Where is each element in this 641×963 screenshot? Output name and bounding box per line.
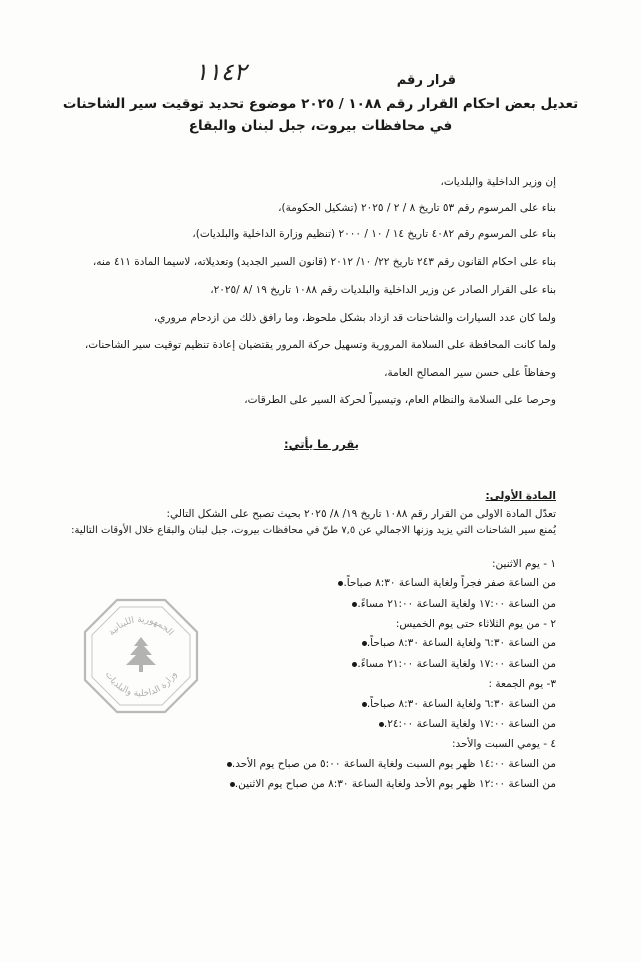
- title-line-2: في محافظات بيروت، جبل لبنان والبقاع: [188, 118, 453, 134]
- preamble-line: بناء على المرسوم رقم ٥٣ تاريخ ٨ / ٢ / ٢٠٢٥ (تشكيل الحكومة)،: [278, 202, 556, 214]
- schedule-time-item: من الساعة ١٧:٠٠ ولغاية الساعة ٢١:٠٠ مساءً.: [348, 657, 556, 671]
- schedule-time-item: من الساعة صفر فجراً ولغاية الساعة ٨:٣٠ صباحاً.: [334, 576, 556, 590]
- schedule-time-item: من الساعة ١٧:٠٠ ولغاية الساعة ٢١:٠٠ مساءً.: [348, 597, 556, 611]
- preamble-line: بناء على المرسوم رقم ٤٠٨٢ تاريخ ١٤ / ١٠ / ٢٠٠٠ (تنظيم وزارة الداخلية والبلديات)،: [192, 228, 556, 240]
- cedar-icon: [126, 637, 156, 672]
- seal-bottom-text: وزارة الداخلية والبلديات: [102, 669, 180, 700]
- schedule-day: ٢ - من يوم الثلاثاء حتى يوم الخميس:: [395, 618, 556, 630]
- schedule-time-item: من الساعة ١٢:٠٠ ظهر يوم الأحد ولغاية الساعة ٨:٣٠ من صباح يوم الاثنين.: [226, 777, 556, 791]
- preamble-line: ولما كان عدد السيارات والشاحنات قد ازداد بشكل ملحوظ، وما رافق ذلك من ازدحام مروري،: [153, 312, 556, 324]
- preamble-line: وحرصا على السلامة والنظام العام، وتيسيراً لحركة السير على الطرقات،: [244, 394, 556, 406]
- schedule-time-item: من الساعة ١٤:٠٠ ظهر يوم السبت ولغاية الساعة ٥:٠٠ من صباح يوم الأحد.: [223, 757, 556, 771]
- preamble-line: بناء على القرار الصادر عن وزير الداخلية والبلديات رقم ١٠٨٨ تاريخ ١٩ /٨ /٢٠٢٥،: [210, 284, 556, 296]
- schedule-day: ١ - يوم الاثنين:: [492, 558, 556, 570]
- seal-top-text: الجمهورية اللبنانية: [106, 614, 176, 638]
- decision-label: قرار رقم: [396, 73, 456, 88]
- article-text-line-2: يُمنع سير الشاحنات التي يزيد وزنها الاجمالي عن ٧,٥ طنّ في محافظات بيروت، جبل لبنان والبقاع خلال الأوقات التالية:: [71, 525, 556, 536]
- article-text-line-1: تعدّل المادة الاولى من القرار رقم ١٠٨٨ تاريخ ١٩/ ٨/ ٢٠٢٥ بحيث تصبح على الشكل التالي:: [166, 508, 556, 520]
- preamble-line: وحفاظاً على حسن سير المصالح العامة،: [384, 367, 556, 379]
- ministry-seal-stamp: [82, 597, 200, 715]
- article-heading: المادة الأولى:: [485, 490, 556, 502]
- preamble-line: إن وزير الداخلية والبلديات،: [440, 176, 556, 188]
- schedule-time-item: من الساعة ١٧:٠٠ ولغاية الساعة ٢٤:٠٠.: [375, 717, 556, 731]
- schedule-time-item: من الساعة ٦:٣٠ ولغاية الساعة ٨:٣٠ صباحاً.: [358, 697, 556, 711]
- decides-heading: يقرر ما يأتي:: [283, 437, 359, 451]
- preamble-line: ولما كانت المحافظة على السلامة المرورية وتسهيل حركة المرور يقتضيان إعادة تنظيم توقيت سير الشاحنات،: [84, 339, 556, 351]
- preamble-line: بناء على احكام القانون رقم ٢٤٣ تاريخ ٢٢/ ١٠/ ٢٠١٢ (قانون السير الجديد) وتعديلاته، لاسيما المادة ٤١١ منه،: [92, 256, 556, 268]
- title-line-1: تعديل بعض احكام القرار رقم ١٠٨٨ / ٢٠٢٥ موضوع تحديد توقيت سير الشاحنات: [62, 96, 579, 112]
- handwritten-decision-number: ١١٤٢: [195, 58, 247, 86]
- schedule-day: ٣- يوم الجمعة :: [488, 678, 556, 690]
- schedule-time-item: من الساعة ٦:٣٠ ولغاية الساعة ٨:٣٠ صباحاً.: [358, 636, 556, 650]
- schedule-day: ٤ - يومي السبت والأحد:: [452, 738, 556, 750]
